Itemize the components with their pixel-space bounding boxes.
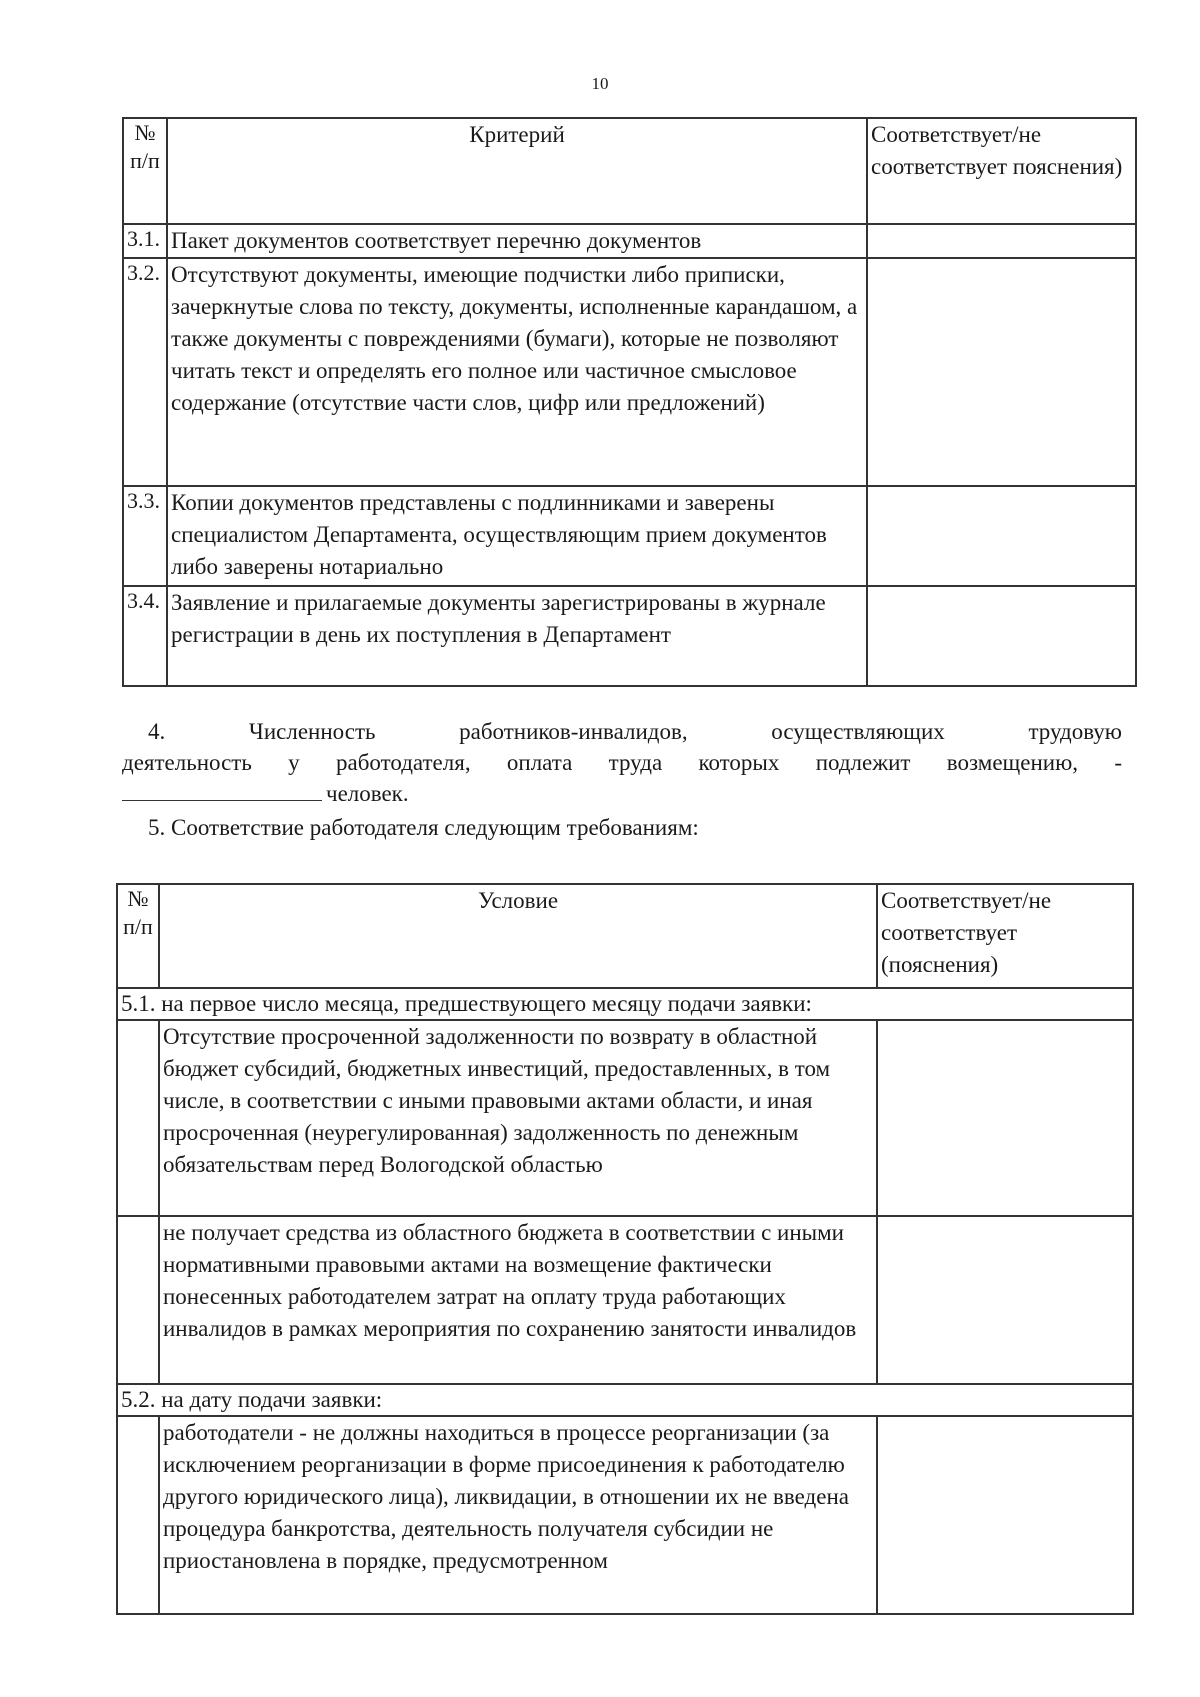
- section-number: 5.2.: [121, 1387, 156, 1412]
- row-condition: работодатели - не должны находиться в процессе реорганизации (за исключением реорганизации в форме присоединения к работодателю другого юридического лица), ликвидации, в отношении их не введена процедура банкротства, деятельность получателя субсидии не приостановлена в порядке, предусмотренном: [159, 1416, 877, 1614]
- header-number: № п/п: [117, 884, 159, 988]
- section-row: [117, 988, 1133, 1020]
- row-number: [117, 1416, 159, 1614]
- row-number: 3.2.: [123, 258, 167, 486]
- header-compliance: Соответствует/не соответствует (пояснения): [877, 884, 1133, 988]
- section-heading: на первое число месяца, предшествующего месяцу подачи заявки:: [161, 991, 812, 1016]
- row-number: [117, 1216, 159, 1384]
- paragraph-4: [122, 716, 1122, 809]
- paragraph-5: 5. Соответствие работодателя следующим требованиям:: [148, 815, 699, 840]
- header-compliance: Соответствует/не соответствует пояснения): [867, 118, 1136, 224]
- section-title: [117, 988, 1133, 1020]
- fill-in-blank: [122, 778, 322, 801]
- row-criterion: Копии документов представлены с подлинниками и заверены специалистом Департамента, осуществляющим прием документов либо заверены нотариально: [167, 486, 867, 586]
- section-number: 5.1.: [121, 991, 156, 1016]
- row-number: 3.4.: [123, 586, 167, 686]
- table-row: [123, 486, 1136, 586]
- row-condition: Отсутствие просроченной задолженности по возврату в областной бюджет субсидий, бюджетных инвестиций, предоставленных, в том числе, в соответствии с иными правовыми актами области, и иная просроченная (неурегулированная) задолженность по денежным обязательствам перед Вологодской областью: [159, 1020, 877, 1216]
- table-row: [123, 586, 1136, 686]
- conditions-table: [116, 883, 1134, 1615]
- row-compliance: [867, 486, 1136, 586]
- header-number: № п/п: [123, 118, 167, 224]
- table-row: [123, 258, 1136, 486]
- table-header-row: [123, 118, 1136, 224]
- criteria-table: [122, 117, 1137, 687]
- table-row: [117, 1216, 1133, 1384]
- row-compliance: [867, 258, 1136, 486]
- row-compliance: [867, 224, 1136, 258]
- row-compliance: [877, 1216, 1133, 1384]
- section-heading: на дату подачи заявки:: [161, 1387, 383, 1412]
- row-criterion: Заявление и прилагаемые документы зарегистрированы в журнале регистрации в день их поступления в Департамент: [167, 586, 867, 686]
- row-number: 3.3.: [123, 486, 167, 586]
- header-criterion: Критерий: [167, 118, 867, 224]
- row-criterion: Пакет документов соответствует перечню документов: [167, 224, 867, 258]
- row-compliance: [877, 1020, 1133, 1216]
- row-compliance: [867, 586, 1136, 686]
- row-compliance: [877, 1416, 1133, 1614]
- table-row: [117, 1416, 1133, 1614]
- table-header-row: [117, 884, 1133, 988]
- paragraph-4-line-1: 4. Численность работников-инвалидов, осуществляющих трудовую: [148, 719, 1122, 744]
- table-row: [123, 224, 1136, 258]
- paragraph-4-line-2: деятельность у работодателя, оплата труда которых подлежит возмещению, -: [122, 750, 1122, 775]
- header-condition: Условие: [159, 884, 877, 988]
- row-condition: не получает средства из областного бюджета в соответствии с иными нормативными правовыми актами на возмещение фактически понесенных работодателем затрат на оплату труда работающих инвалидов в рамках мероприятия по сохранению занятости инвалидов: [159, 1216, 877, 1384]
- section-title: [117, 1384, 1133, 1416]
- row-criterion: Отсутствуют документы, имеющие подчистки либо приписки, зачеркнутые слова по тексту, документы, исполненные карандашом, а также документы с повреждениями (бумаги), которые не позволяют читать текст и определять его полное или частичное смысловое содержание (отсутствие части слов, цифр или предложений): [167, 258, 867, 486]
- page-number: 10: [591, 74, 609, 93]
- paragraph-4-unit: человек.: [326, 781, 409, 806]
- paragraph-4-line-3: [122, 778, 1122, 809]
- section-row: [117, 1384, 1133, 1416]
- row-number: [117, 1020, 159, 1216]
- row-number: 3.1.: [123, 224, 167, 258]
- table-row: [117, 1020, 1133, 1216]
